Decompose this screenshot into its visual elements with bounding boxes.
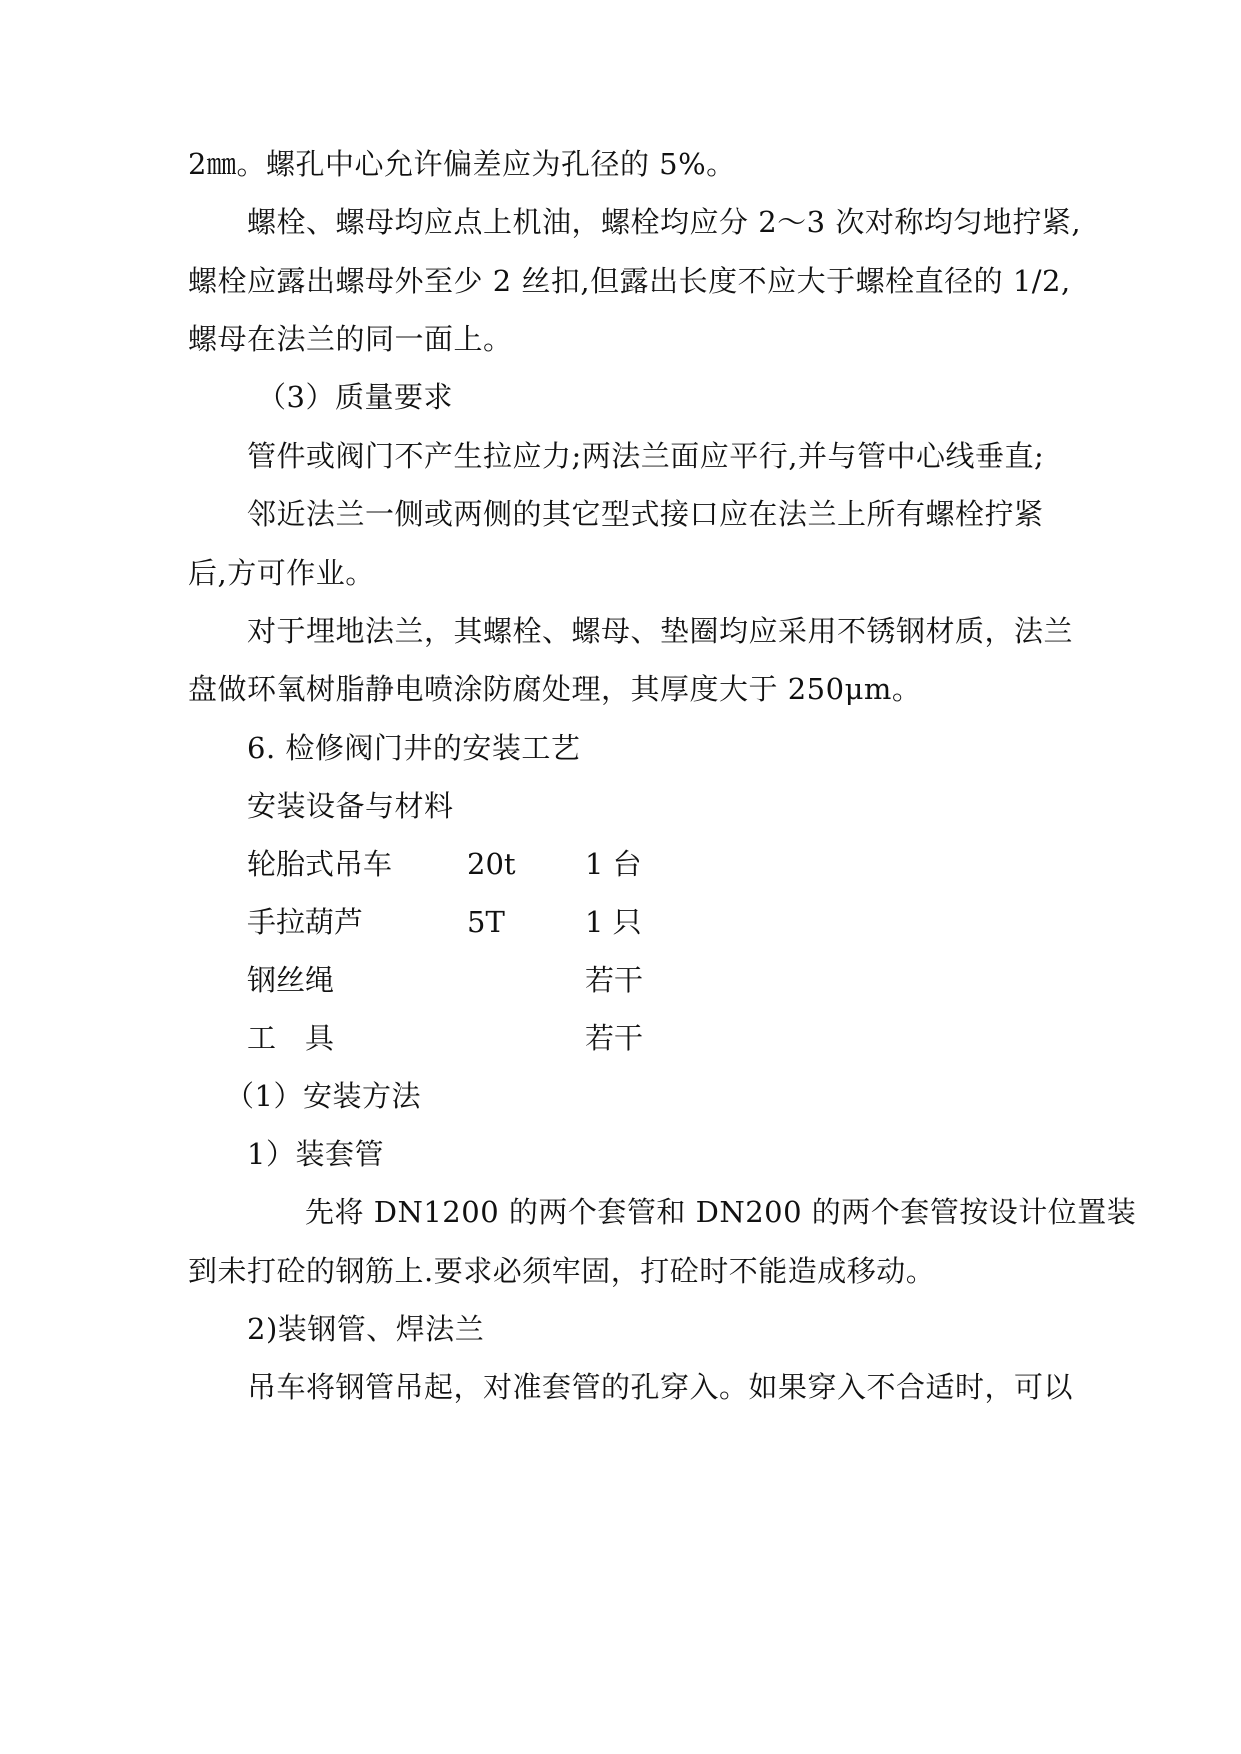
equipment-name: 工 具 [247,1021,335,1055]
paragraph-line: 到未打砼的钢筋上.要求必须牢固，打砼时不能造成移动。 [188,1254,936,1288]
equipment-qty: 若干 [585,1021,644,1055]
paragraph-line: 先将 DN1200 的两个套管和 DN200 的两个套管按设计位置装 [305,1195,1137,1229]
equipment-name: 轮胎式吊车 [247,847,393,881]
equipment-row [247,846,947,882]
paragraph-line: 邻近法兰一侧或两侧的其它型式接口应在法兰上所有螺栓拧紧 [247,497,1044,531]
section-heading: 1）装套管 [247,1137,384,1171]
paragraph-line: 管件或阀门不产生拉应力;两法兰面应平行,并与管中心线垂直; [247,439,1045,473]
paragraph-line: 螺母在法兰的同一面上。 [188,322,513,356]
paragraph-line: 螺栓应露出螺母外至少 2 丝扣,但露出长度不应大于螺栓直径的 1/2, [188,264,1071,298]
equipment-row [247,962,947,998]
paragraph-line: 后,方可作业。 [188,556,375,590]
section-heading: （3）质量要求 [257,380,453,414]
paragraph-line: 螺栓、螺母均应点上机油，螺栓均应分 2～3 次对称均匀地拧紧, [247,205,1082,239]
paragraph-line: 对于埋地法兰，其螺栓、螺母、垫圈均应采用不锈钢材质，法兰 [247,614,1074,648]
section-heading: 2)装钢管、焊法兰 [247,1312,485,1346]
equipment-name: 钢丝绳 [247,963,335,997]
paragraph-line: 吊车将钢管吊起，对准套管的孔穿入。如果穿入不合适时，可以 [247,1370,1074,1404]
equipment-qty: 若干 [585,963,644,997]
equipment-row [247,904,947,940]
section-heading: 6. 检修阀门井的安装工艺 [247,731,581,765]
equipment-heading: 安装设备与材料 [247,789,454,823]
equipment-spec: 5T [467,905,505,939]
equipment-spec: 20t [467,847,516,881]
paragraph-line: 盘做环氧树脂静电喷涂防腐处理，其厚度大于 250μm。 [188,672,922,706]
equipment-qty: 1 台 [585,847,642,881]
equipment-qty: 1 只 [585,905,642,939]
section-heading: （1）安装方法 [225,1079,421,1113]
paragraph-line: 2㎜。螺孔中心允许偏差应为孔径的 5%。 [188,147,736,181]
equipment-name: 手拉葫芦 [247,905,364,939]
equipment-row [247,1020,947,1056]
